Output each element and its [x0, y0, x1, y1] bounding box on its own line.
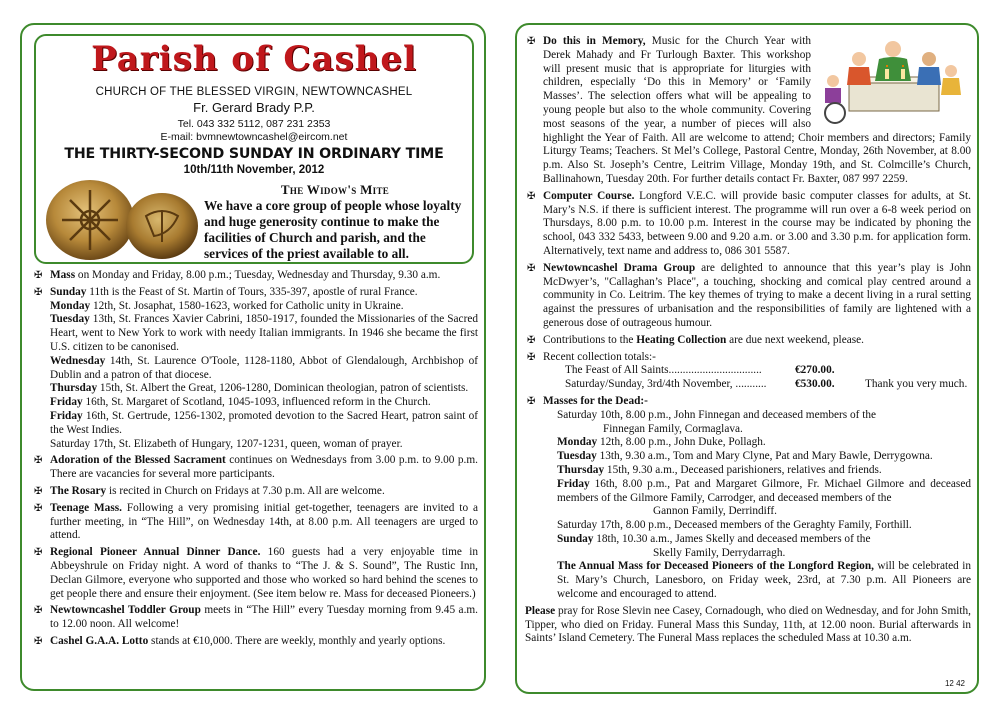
- notice-text: meets in “The Hill” every Tuesday morning from 9.45 a.m. to 12.00 noon. All welcome!: [50, 604, 479, 631]
- saint-text: 15th, St. Albert the Great, 1206-1280, Dominican theologian, patron of scientists.: [97, 382, 469, 395]
- collection-note: [855, 364, 865, 378]
- notice-text: is recited in Church on Fridays at 7.30 p.m. All are welcome.: [106, 484, 385, 497]
- collection-amount: €530.00.: [795, 378, 835, 391]
- notice-heating-collection: [525, 334, 971, 348]
- day-label: Wednesday: [50, 354, 106, 367]
- priest-name: Fr. Gerard Brady P.P.: [193, 100, 315, 115]
- mass-text: Skelly Family, Derrydarragh.: [653, 546, 786, 559]
- notice-mass-times: [32, 269, 478, 283]
- saint-text: 14th, St. Laurence O'Toole, 1128-1180, Abbot of Glendalough, Archbishop of Dublin and a patron of that diocese.: [50, 354, 478, 381]
- day-label: Friday: [50, 396, 83, 409]
- collection-row: [543, 378, 971, 392]
- mass-line: [543, 478, 971, 506]
- collection-label: Saturday/Sunday, 3rd/4th November, ...........: [565, 378, 767, 391]
- notice-lead: Please: [525, 604, 556, 617]
- mass-line: [543, 547, 971, 561]
- day-label: Tuesday: [557, 450, 597, 463]
- notice-text: are due next weekend, please.: [726, 333, 864, 346]
- notice-lead: Cashel G.A.A. Lotto: [50, 634, 149, 647]
- notice-pioneer-dance: [32, 546, 478, 601]
- day-label: Sunday: [557, 532, 594, 545]
- notice-text: Longford V.E.C. will provide basic computer classes for adults, at St. Mary’s N.S. if there is sufficient interest. The programme will run over a 6-8 week period on Thursdays, 8.00 p.m. to 10.00 p.m. Interest in the course may be indicated by phoning the school, 043 332 5433, between 9.00 and 9.20 a.m. or 3.00 and 3.30 p.m. for application form. Alternatively, text name and address to, 086 301 5587.: [543, 189, 972, 257]
- notice-lead: Do this in Memory,: [543, 35, 646, 47]
- day-label: Monday: [50, 299, 91, 312]
- left-notices-list: [32, 269, 478, 652]
- sunday-date: 10th/11th November, 2012: [183, 164, 325, 176]
- notice-lead: The Annual Mass for Deceased Pioneers of the Longford Region,: [557, 560, 874, 573]
- masses-heading: ✠ Masses for the Dead:-: [543, 394, 648, 407]
- right-page-panel: [515, 23, 979, 694]
- page-number: 12 42: [944, 679, 965, 688]
- mass-text: Saturday 17th, 8.00 p.m., Deceased members of the Geraghty Family, Forthill.: [557, 519, 912, 532]
- notice-lead: Teenage Mass.: [50, 501, 122, 514]
- parish-title: Parish of Cashel: [91, 39, 417, 79]
- notice-teenage-mass: [32, 502, 478, 543]
- mass-line: [543, 464, 971, 478]
- notice-rosary: [32, 485, 478, 499]
- notice-masses-for-dead: [525, 395, 971, 602]
- notice-lotto: [32, 635, 478, 649]
- mass-text: Saturday 10th, 8.00 p.m., John Finnegan and deceased members of the: [557, 408, 877, 421]
- saint-text: 16th, St. Gertrude, 1256-1302, promoted devotion to the Sacred Heart, patron saint of the West Indies.: [50, 409, 478, 436]
- illustration-spacer: [811, 35, 971, 131]
- notice-lead: The Rosary: [50, 484, 107, 497]
- day-label: Friday: [557, 477, 590, 490]
- mass-line: [543, 423, 971, 437]
- mass-text: 12th, 8.00 p.m., John Duke, Pollagh.: [597, 436, 766, 449]
- saint-text: 16th, St. Margaret of Scotland, 1045-1093, influenced reform in the Church.: [82, 396, 431, 409]
- notice-computer-course: [525, 190, 971, 259]
- pioneers-mass: [543, 560, 971, 601]
- mass-text: 15th, 9.30 a.m., Deceased parishioners, relatives and friends.: [604, 463, 882, 476]
- widows-mite-heading: The Widow's Mite: [280, 182, 390, 197]
- notice-do-this-in-memory: [525, 35, 971, 187]
- sunday-title: THE THIRTY-SECOND SUNDAY IN ORDINARY TIME: [64, 146, 444, 162]
- notice-lead: Computer Course.: [543, 189, 635, 202]
- notice-lead: Newtowncashel Toddler Group: [50, 604, 201, 617]
- day-label: Thursday: [50, 382, 98, 395]
- widows-mite-coin-image: [42, 176, 202, 264]
- notice-collection-totals: [525, 351, 971, 392]
- mass-text: 16th, 8.00 p.m., Pat and Margaret Gilmore, Fr. Michael Gilmore and deceased members of the Gilmore Family, Carrodger, and deceased members of the: [557, 477, 971, 504]
- masthead: [34, 34, 474, 264]
- day-label: Friday: [50, 409, 83, 422]
- day-label: Sunday: [50, 285, 87, 298]
- notice-toddler-group: [32, 604, 478, 632]
- mass-text: Gannon Family, Derrindiff.: [653, 505, 777, 518]
- prayer-notice: [525, 605, 971, 646]
- collection-note: Thank you very much.: [865, 378, 968, 391]
- day-label: Tuesday: [50, 313, 90, 326]
- collection-amount: €270.00.: [795, 364, 835, 377]
- mass-line: [543, 533, 971, 547]
- notice-lead: Regional Pioneer Annual Dinner Dance.: [50, 546, 261, 559]
- saint-text: 13th, St. Frances Xavier Cabrini, 1850-1917, founded the Missionaries of the Sacred Heart, went to New York to work with needy Italian immigrants. In 1946 she became the first U.S. citizen to be canonised.: [50, 313, 478, 353]
- collection-row: [543, 364, 971, 378]
- day-label: Monday: [557, 436, 598, 449]
- notice-text: Music for the Church Year with Derek Mahady and Fr Turlough Baxter. This workshop will present music that is appropriate for liturgies with children, especially ‘Do this in Memory’ or ‘Family Masses’. The selection offers what will be appealing to young people but also to the whole community. Covering most seasons of the year, a number of pieces will also highlight the Year of Faith. All are welcome to attend; Choir members and directors; Family Liturgy Teams; Teachers. St Mel’s College, Pastoral Centre, Monday, 26th November, at 8.00 p.m. Also St. Joseph’s Centre, Leitrim Village, Monday 19th, and St. Colmcille’s Church, Ballinahown, Tuesday 20th. For further details contact Fr. Baxter, 087 997 2259.: [543, 35, 971, 185]
- phone-line: Tel. 043 332 5112, 087 231 2353: [177, 118, 331, 130]
- saint-text: 11th is the Feast of St. Martin of Tours, 335-397, apostle of rural France.: [86, 285, 418, 298]
- notice-feast-days: [32, 286, 478, 452]
- notice-text: 160 guests had a very enjoyable time in Abbeyshrule on Friday night. A word of thanks to “The J. & S. Sound”, The Rustic Inn, Declan Gilmore, everyone who supported and those who worked so hard behind the scenes to get people there and ensure their enjoyment. (See item below re. Mass for deceased Pioneers.): [50, 546, 478, 600]
- saint-text: 12th, St. Josaphat, 1580-1623, worked for Catholic unity in Ukraine.: [90, 299, 404, 312]
- notice-text: on Monday and Friday, 8.00 p.m.; Tuesday, Wednesday and Thursday, 9.30 a.m.: [75, 269, 441, 281]
- notice-text: Contributions to the: [543, 333, 637, 346]
- notice-text: Following a very promising initial get-together, teenagers are invited to a further meeting, in “The Hill”, on Wednesday 14th, at 8.00 p.m. All teenagers are urged to attend.: [50, 501, 478, 542]
- mass-line: [543, 409, 971, 423]
- notice-text: continues on Wednesdays from 3.00 p.m. to 9.00 p.m. There are vacancies for several more participants.: [50, 454, 478, 481]
- notice-adoration: [32, 454, 478, 482]
- mass-line: [543, 450, 971, 464]
- notice-lead: Heating Collection: [636, 333, 727, 346]
- notice-text: are delighted to announce that this year’s play is John McDwyer’s, "Callaghan’s Place", a touching, shocking and comical play centred around a community in Co. Leitrim. The key themes of trying to make a decent living in a rural setting against the pressures of urbanisation and the responsibilities of family are lightened with a generous dose of outrageous humour.: [543, 261, 972, 329]
- notice-lead: Newtowncashel Drama Group: [543, 261, 696, 274]
- email-line: E-mail: bvmnewtowncashel@eircom.net: [160, 131, 348, 143]
- right-notices-list: [525, 35, 971, 646]
- notice-text: will be celebrated in St. Mary’s Church, Lanesboro, on Friday week, 23rd, at 7.30 p.m. All Pioneers are welcome and encouraged to attend.: [557, 560, 971, 601]
- mass-text: 18th, 10.30 a.m., James Skelly and deceased members of the: [593, 532, 871, 545]
- church-name: CHURCH OF THE BLESSED VIRGIN, NEWTOWNCASHEL: [95, 86, 413, 98]
- mass-text: 13th, 9.30 a.m., Tom and Mary Clyne, Pat and Mary Bawle, Derrygowna.: [596, 450, 933, 463]
- notice-lead: Mass: [50, 269, 76, 281]
- notice-lead: Adoration of the Blessed Sacrament: [50, 454, 226, 467]
- day-label: Thursday: [557, 463, 605, 476]
- notice-drama-group: [525, 262, 971, 331]
- mass-line: [543, 505, 971, 519]
- notice-text: pray for Rose Slevin nee Casey, Cornadough, who died on Wednesday, and for John Smith, Tipper, who died on Friday. Funeral Mass this Sunday, 11th, at 12.00 noon. Burial afterwards in Saints’ Island Cemetery. The Funeral Mass replaces the scheduled Mass at 10.30 a.m.: [525, 604, 971, 645]
- left-page-panel: [20, 23, 486, 691]
- widows-mite-text: We have a core group of people whose loyalty and huge generosity continue to make the facilities of Church and parish, and the services of the priest available to all.: [204, 198, 462, 261]
- mass-text: Finnegan Family, Cormaglava.: [603, 422, 743, 435]
- mass-line: [543, 436, 971, 450]
- saint-text: Saturday 17th, St. Elizabeth of Hungary, 1207-1231, queen, woman of prayer.: [50, 437, 403, 450]
- notice-text: stands at €10,000. There are weekly, monthly and yearly options.: [148, 634, 446, 647]
- collection-label: The Feast of All Saints.................................: [565, 364, 762, 377]
- mass-line: [543, 519, 971, 533]
- collections-heading: ✠ Recent collection totals:-: [543, 350, 656, 363]
